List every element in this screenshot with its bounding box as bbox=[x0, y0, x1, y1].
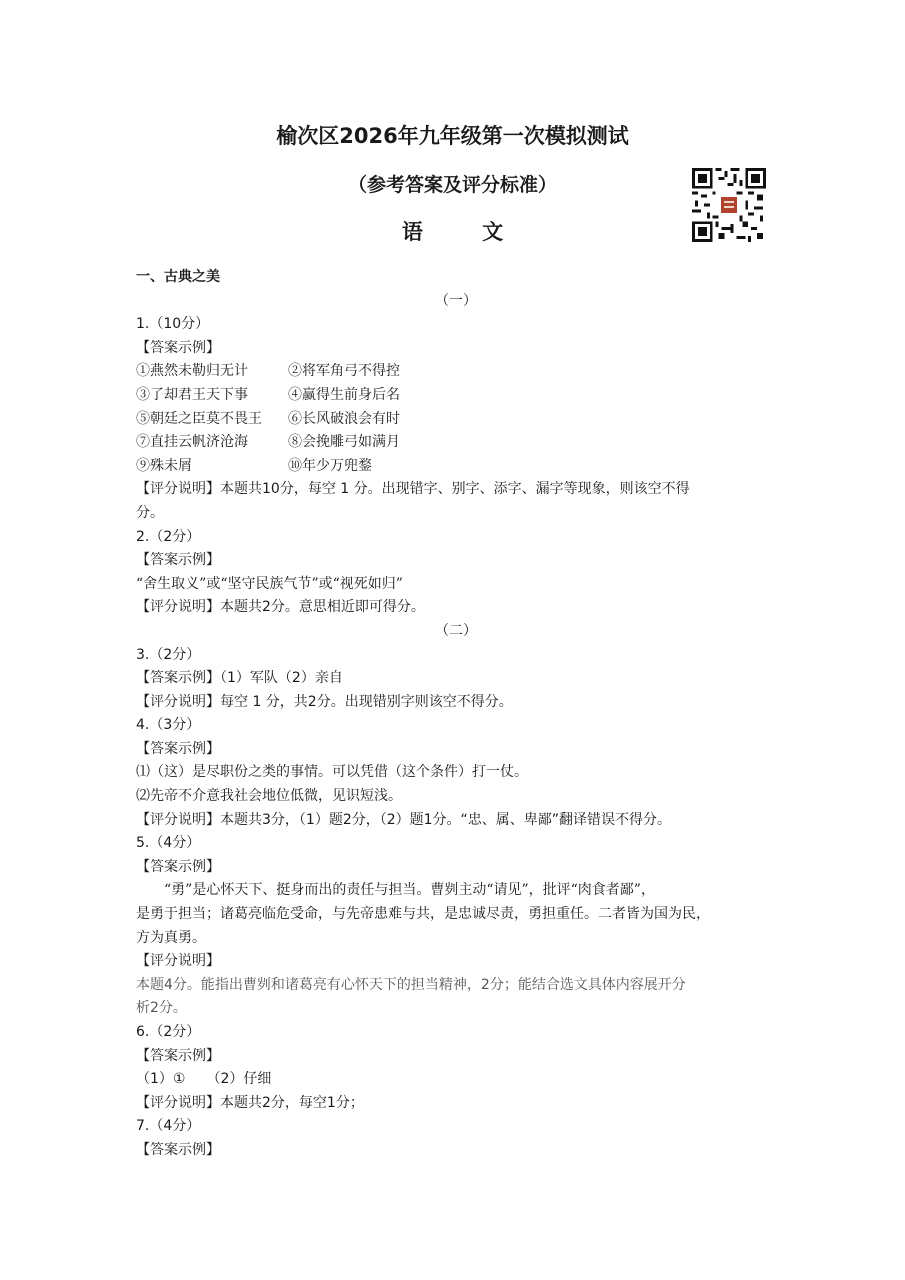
answer-item: ③了却君王天下事 bbox=[136, 386, 248, 403]
answer-label: 【答案示例】 bbox=[136, 740, 220, 757]
question-7-head: 7.（4分） bbox=[136, 1118, 201, 1135]
answer-item: ⑥长风破浪会有时 bbox=[288, 410, 400, 427]
part-heading: （一） bbox=[435, 292, 477, 309]
document-title: 榆次区2026年九年级第一次模拟测试 bbox=[276, 124, 629, 148]
part-heading: （二） bbox=[435, 622, 477, 639]
answer-row bbox=[136, 431, 776, 455]
answer-content bbox=[136, 266, 776, 1163]
answer-paragraph: “勇”是心怀天下、挺身而出的责任与担当。曹刿主动“请见”，批评“肉食者鄙”， bbox=[164, 882, 655, 899]
subject-title: 语 文 bbox=[401, 220, 530, 244]
scoring-note: 【评分说明】本题共2分。意思相近即可得分。 bbox=[136, 599, 425, 616]
question-3-head: 3.（2分） bbox=[136, 646, 201, 663]
answer-label: 【答案示例】 bbox=[136, 552, 220, 569]
answer-item: ⑧会挽雕弓如满月 bbox=[288, 434, 400, 451]
scoring-note: 本题4分。能指出曹刿和诸葛亮有心怀天下的担当精神，2分；能结合选文具体内容展开分 bbox=[136, 976, 686, 993]
question-4-head: 4.（3分） bbox=[136, 717, 201, 734]
answer-row bbox=[136, 360, 776, 384]
answer-item: ⑨殊未屑 bbox=[136, 457, 192, 474]
qr-code-icon bbox=[692, 168, 766, 242]
scoring-note-continued: 析2分。 bbox=[136, 1000, 187, 1017]
question-2-head: 2.（2分） bbox=[136, 528, 201, 545]
scoring-note: 【评分说明】本题共3分，（1）题2分，（2）题1分。“忠、属、卑鄙”翻译错误不得分。 bbox=[136, 811, 672, 828]
answer-label: 【答案示例】 bbox=[136, 1047, 220, 1064]
question-6-head: 6.（2分） bbox=[136, 1024, 201, 1040]
scoring-note-continued: 分。 bbox=[136, 504, 164, 521]
answer-label: 【答案示例】 bbox=[136, 1141, 220, 1158]
answer-paragraph: 方为真勇。 bbox=[136, 929, 206, 946]
scoring-note: 【评分说明】本题共10分，每空 1 分。出现错字、别字、添字、漏字等现象，则该空不得 bbox=[136, 481, 690, 498]
answer-row bbox=[136, 384, 776, 408]
answer-row bbox=[136, 455, 776, 479]
document-subtitle: （参考答案及评分标准） bbox=[347, 174, 557, 196]
answer-text: 【答案示例】（1）军队（2）亲自 bbox=[136, 670, 343, 687]
answer-item: ①燕然未勒归无计 bbox=[136, 363, 248, 380]
answer-text: ⑵先帝不介意我社会地位低微，见识短浅。 bbox=[136, 788, 402, 805]
answer-label: 【答案示例】 bbox=[136, 339, 220, 356]
answer-text: （1）① （2）仔细 bbox=[136, 1071, 272, 1088]
answer-text: ⑴（这）是尽职份之类的事情。可以凭借（这个条件）打一仗。 bbox=[136, 764, 528, 781]
scoring-note: 【评分说明】本题共2分，每空1分； bbox=[136, 1094, 364, 1111]
answer-label: 【答案示例】 bbox=[136, 858, 220, 875]
answer-item: ⑤朝廷之臣莫不畏王 bbox=[136, 410, 262, 427]
answer-item: ④赢得生前身后名 bbox=[288, 386, 400, 403]
answer-paragraph: 是勇于担当；诸葛亮临危受命，与先帝患难与共，是忠诚尽责，勇担重任。二者皆为国为民， bbox=[136, 906, 710, 923]
answer-item: ⑦直挂云帆济沧海 bbox=[136, 434, 248, 451]
section-heading: 一、古典之美 bbox=[136, 269, 220, 285]
answer-item: ⑩年少万兜鍪 bbox=[288, 457, 372, 474]
answer-row bbox=[136, 408, 776, 432]
question-1-head: 1.（10分） bbox=[136, 316, 210, 333]
scoring-note-label: 【评分说明】 bbox=[136, 953, 220, 970]
scoring-note: 【评分说明】每空 1 分，共2分。出现错别字则该空不得分。 bbox=[136, 693, 513, 710]
question-5-head: 5.（4分） bbox=[136, 835, 201, 852]
answer-text: “舍生取义”或“坚守民族气节”或“视死如归” bbox=[136, 575, 403, 592]
answer-item: ②将军角弓不得控 bbox=[288, 363, 400, 380]
